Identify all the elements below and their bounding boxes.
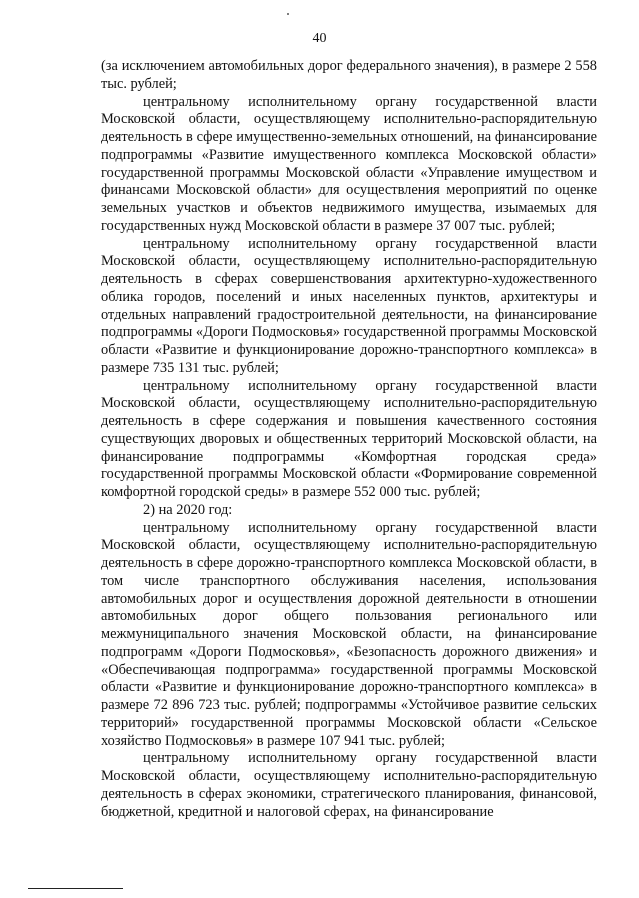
- list-item-2020-heading: 2) на 2020 год:: [143, 501, 233, 518]
- paragraph-property-land-relations: центральному исполнительному органу государственной власти Московской области, осуществляющему исполнительно-распорядительную деятельность в сфере имущественно-земельных отношений, на финансирование подпрограммы «Развитие имущественного комплекса Московской области» государственной программы Московской области «Управление имуществом и финансами Московской области» для осуществления мероприятий по оценке земельных участков и объектов недвижимого имущества, изымаемых для государственных нужд Московской области в размере 37 007 тыс. рублей;: [101, 93, 597, 234]
- page-number: 40: [312, 31, 327, 46]
- footnote-divider: [28, 888, 123, 889]
- paragraph-continuation: (за исключением автомобильных дорог федерального значения), в размере 2 558 тыс. рублей;: [101, 58, 597, 92]
- paragraph-road-transport-complex: центральному исполнительному органу государственной власти Московской области, осуществляющему исполнительно-распорядительную деятельность в сфере дорожно-транспортного комплекса Московской области, в том числе транспортного обслуживания населения, использования автомобильных дорог и осуществления дорожной деятельности в отношении автомобильных дорог общего пользования регионального или межмуниципального значения Московской области, на финансирование подпрограмм «Дороги Подмосковья», «Безопасность дорожного движения» и «Обеспечивающая подпрограмма» государственной программы Московской области «Развитие и функционирование дорожно-транспортного комплекса» в размере 72 896 723 тыс. рублей; подпрограммы «Устойчивое развитие сельских территорий» государственной программы Московской области «Сельское хозяйство Подмосковья» в размере 107 941 тыс. рублей;: [101, 519, 597, 749]
- paragraph-architecture-urban-planning: центральному исполнительному органу государственной власти Московской области, осуществляющему исполнительно-распорядительную деятельность в сферах совершенствования архитектурно-художественного облика городов, поселений и иных населенных пунктов, архитектуры и отдельных направлений градостроительной деятельности, на финансирование подпрограммы «Дороги Подмосковья» государственной программы Московской области «Развитие и функционирование дорожно-транспортного комплекса» в размере 735 131 тыс. рублей;: [101, 235, 597, 376]
- paragraph-economy-finance: центральному исполнительному органу государственной власти Московской области, осуществляющему исполнительно-распорядительную деятельность в сферах экономики, стратегического планирования, финансовой, бюджетной, кредитной и налоговой сферах, на финансирование: [101, 750, 597, 820]
- document-body: [101, 58, 597, 821]
- scan-speck: [287, 13, 289, 15]
- paragraph-comfortable-urban-environment: центральному исполнительному органу государственной власти Московской области, осуществляющему исполнительно-распорядительную деятельность в сфере содержания и повышения качественного состояния существующих дворовых и общественных территорий Московской области, на финансирование подпрограммы «Комфортная городская среда» государственной программы Московской области «Формирование современной комфортной городской среды» в размере 552 000 тыс. рублей;: [101, 377, 597, 500]
